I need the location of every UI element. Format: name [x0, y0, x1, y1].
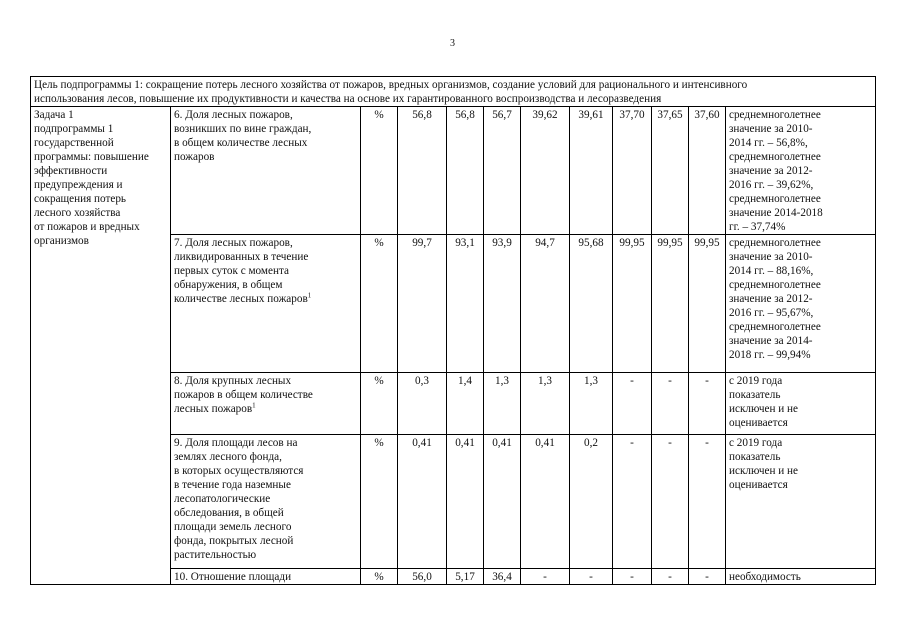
unit-cell: %	[361, 569, 398, 585]
value-cell: -	[652, 435, 689, 569]
value-cell: -	[689, 569, 726, 585]
indicator-name-cell	[171, 235, 361, 373]
note-text-line: среднемноголетнее	[729, 321, 821, 333]
note-text-line: среднемноголетнее	[729, 237, 821, 249]
indicator-name-text: 6. Доля лесных пожаров,	[174, 109, 293, 121]
indicator-name-line	[174, 250, 357, 264]
note-text-line: 2016 гг. – 39,62%,	[729, 179, 814, 191]
value-cell: 99,7	[398, 235, 447, 373]
note-text-line: среднемноголетнее	[729, 193, 821, 205]
indicator-name-line	[174, 520, 357, 534]
indicator-name-line	[174, 478, 357, 492]
indicator-name-line	[174, 374, 357, 388]
indicator-name-text: 10. Отношение площади	[174, 571, 292, 583]
indicator-name-line	[174, 570, 357, 584]
note-text-line: значение за 2014-	[729, 335, 813, 347]
indicator-name-text: в которых осуществляются	[174, 465, 304, 477]
indicator-name-text: возникших по вине граждан,	[174, 123, 312, 135]
indicator-name-line	[174, 236, 357, 250]
value-cell: 1,3	[484, 373, 521, 435]
value-cell: 93,1	[447, 235, 484, 373]
indicator-name-line	[174, 150, 357, 164]
indicator-name-text: в течение года наземные	[174, 479, 291, 491]
value-cell: -	[689, 435, 726, 569]
value-cell: 39,61	[570, 107, 613, 235]
value-cell: -	[652, 569, 689, 585]
indicator-name-text: растительностью	[174, 549, 257, 561]
value-cell: 99,95	[689, 235, 726, 373]
value-cell: -	[689, 373, 726, 435]
indicator-name-cell	[171, 569, 361, 585]
value-cell: 99,95	[652, 235, 689, 373]
indicator-name-text: 8. Доля крупных лесных	[174, 375, 292, 387]
goal-text-line: использования лесов, повышение их продуктивности и качества на основе их гарантированного воспроизводства и лесоразведения	[34, 93, 662, 105]
note-text-line: значение за 2012-	[729, 165, 813, 177]
value-cell: 93,9	[484, 235, 521, 373]
value-cell: -	[521, 569, 570, 585]
value-cell: -	[613, 373, 652, 435]
note-text-line: исключен и не	[729, 465, 799, 477]
note-cell	[726, 235, 876, 373]
task-text-line: программы: повышение	[34, 151, 149, 163]
value-cell: 0,2	[570, 435, 613, 569]
note-text-line: 2016 гг. – 95,67%,	[729, 307, 814, 319]
value-cell: 37,65	[652, 107, 689, 235]
value-cell: 1,3	[521, 373, 570, 435]
value-cell: 56,0	[398, 569, 447, 585]
note-text-line: значение 2014-2018	[729, 207, 823, 219]
indicator-name-text: фонда, покрытых лесной	[174, 535, 294, 547]
footnote-marker: 1	[252, 401, 256, 410]
indicator-name-cell	[171, 435, 361, 569]
note-text-line: среднемноголетнее	[729, 279, 821, 291]
indicator-name-text: обследования, в общей	[174, 507, 284, 519]
indicator-name-text: обнаружения, в общем	[174, 279, 283, 291]
indicator-name-line	[174, 388, 357, 402]
goal-text-line: Цель подпрограммы 1: сокращение потерь лесного хозяйства от пожаров, вредных организмов, создание условий для рационального и интенсивного	[34, 79, 748, 91]
indicator-name-text: первых суток с момента	[174, 265, 289, 277]
task-text-line: Задача 1	[34, 109, 74, 121]
note-cell	[726, 107, 876, 235]
indicator-name-cell	[171, 107, 361, 235]
note-text-line: значение за 2010-	[729, 123, 813, 135]
indicator-name-line	[174, 278, 357, 292]
indicator-name-line	[174, 492, 357, 506]
indicator-name-line	[174, 450, 357, 464]
task-cell	[31, 107, 171, 585]
indicator-name-text: 9. Доля площади лесов на	[174, 437, 298, 449]
note-text-line: значение за 2010-	[729, 251, 813, 263]
value-cell: 39,62	[521, 107, 570, 235]
value-cell: 37,70	[613, 107, 652, 235]
indicator-name-text: количестве лесных пожаров	[174, 293, 308, 305]
note-text-line: показатель	[729, 451, 781, 463]
value-cell: 1,4	[447, 373, 484, 435]
value-cell: -	[652, 373, 689, 435]
note-text-line: среднемноголетнее	[729, 109, 821, 121]
indicator-name-line	[174, 464, 357, 478]
task-text-line: подпрограммы 1	[34, 123, 114, 135]
task-text-line: сокращения потерь	[34, 193, 127, 205]
value-cell: 37,60	[689, 107, 726, 235]
value-cell: 94,7	[521, 235, 570, 373]
value-cell: 0,41	[447, 435, 484, 569]
task-text-line: организмов	[34, 235, 89, 247]
value-cell: 95,68	[570, 235, 613, 373]
note-text-line: с 2019 года	[729, 375, 783, 387]
note-text-line: 2018 гг. – 99,94%	[729, 349, 811, 361]
task-text-line: эффективности	[34, 165, 108, 177]
goal-row	[31, 77, 876, 107]
indicator-name-text: 7. Доля лесных пожаров,	[174, 237, 293, 249]
value-cell: 56,8	[398, 107, 447, 235]
note-text-line: необходимость	[729, 571, 801, 583]
indicator-name-line	[174, 122, 357, 136]
unit-cell: %	[361, 235, 398, 373]
note-text-line: показатель	[729, 389, 781, 401]
note-text-line: гг. – 37,74%	[729, 221, 786, 233]
indicator-name-line	[174, 548, 357, 562]
note-text-line: исключен и не	[729, 403, 799, 415]
note-cell	[726, 373, 876, 435]
value-cell: 56,7	[484, 107, 521, 235]
value-cell: 0,3	[398, 373, 447, 435]
indicator-name-text: в общем количестве лесных	[174, 137, 308, 149]
indicator-row	[31, 107, 876, 235]
indicator-name-line	[174, 506, 357, 520]
indicator-name-text: землях лесного фонда,	[174, 451, 282, 463]
value-cell: 5,17	[447, 569, 484, 585]
value-cell: 99,95	[613, 235, 652, 373]
note-cell	[726, 435, 876, 569]
unit-cell: %	[361, 435, 398, 569]
indicators-table	[30, 76, 876, 585]
indicator-name-text: пожаров	[174, 151, 215, 163]
value-cell: 56,8	[447, 107, 484, 235]
indicator-name-text: ликвидированных в течение	[174, 251, 309, 263]
subprogram-goal-cell	[31, 77, 876, 107]
task-text-line: от пожаров и вредных	[34, 221, 140, 233]
indicator-name-cell	[171, 373, 361, 435]
note-text-line: оценивается	[729, 417, 788, 429]
indicator-name-line	[174, 534, 357, 548]
note-text-line: 2014 гг. – 56,8%,	[729, 137, 808, 149]
value-cell: -	[613, 569, 652, 585]
note-text-line: среднемноголетнее	[729, 151, 821, 163]
value-cell: 36,4	[484, 569, 521, 585]
value-cell: -	[613, 435, 652, 569]
indicator-name-line	[174, 108, 357, 122]
task-text-line: лесного хозяйства	[34, 207, 121, 219]
note-text-line: с 2019 года	[729, 437, 783, 449]
indicator-name-text: лесопатологические	[174, 493, 271, 505]
note-text-line: 2014 гг. – 88,16%,	[729, 265, 814, 277]
indicator-name-line	[174, 136, 357, 150]
footnote-marker: 1	[307, 291, 312, 300]
indicator-name-text: лесных пожаров	[174, 403, 253, 415]
page-number: 3	[450, 38, 455, 49]
value-cell: -	[570, 569, 613, 585]
value-cell: 0,41	[484, 435, 521, 569]
indicator-name-text: площади земель лесного	[174, 521, 292, 533]
note-cell	[726, 569, 876, 585]
indicator-name-line	[174, 402, 357, 416]
task-text-line: государственной	[34, 137, 114, 149]
value-cell: 0,41	[398, 435, 447, 569]
indicator-name-text: пожаров в общем количестве	[174, 389, 313, 401]
value-cell: 0,41	[521, 435, 570, 569]
note-text-line: оценивается	[729, 479, 788, 491]
unit-cell: %	[361, 373, 398, 435]
indicator-name-line	[174, 436, 357, 450]
indicator-name-line	[174, 292, 357, 306]
indicator-name-line	[174, 264, 357, 278]
task-text-line: предупреждения и	[34, 179, 123, 191]
unit-cell: %	[361, 107, 398, 235]
value-cell: 1,3	[570, 373, 613, 435]
note-text-line: значение за 2012-	[729, 293, 813, 305]
